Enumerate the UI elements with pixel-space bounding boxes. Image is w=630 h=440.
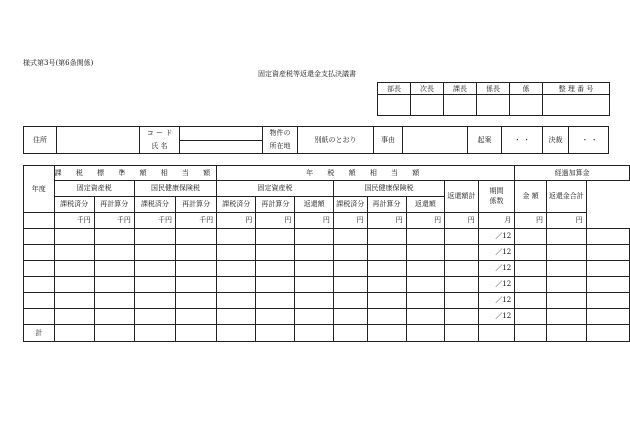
name-label: 氏 名 <box>151 142 168 150</box>
unit-cell: 千円 <box>94 213 134 229</box>
table-cell[interactable] <box>134 261 175 277</box>
reason-field[interactable] <box>402 127 467 153</box>
col-taxed: 課税済分 <box>54 197 94 213</box>
period-fraction-cell[interactable]: ／12 <box>478 309 515 325</box>
unit-cell: 千円 <box>134 213 175 229</box>
refund-total-header: 返還額計 <box>445 181 479 213</box>
table-cell[interactable] <box>406 261 445 277</box>
table-row <box>24 261 630 277</box>
unit-cell: 円 <box>256 213 295 229</box>
table-cell[interactable] <box>445 277 479 293</box>
col-recalc: 再計算分 <box>256 197 295 213</box>
table-cell[interactable] <box>406 309 445 325</box>
property-label-line2: 所在地 <box>269 142 291 150</box>
table-cell[interactable] <box>515 325 547 342</box>
table-cell[interactable] <box>176 293 217 309</box>
table-cell[interactable] <box>24 309 55 325</box>
unit-cell: 円 <box>406 213 445 229</box>
table-cell[interactable] <box>586 277 629 293</box>
table-cell[interactable] <box>295 309 334 325</box>
table-cell[interactable] <box>515 245 547 261</box>
data-rows <box>24 229 630 325</box>
table-cell[interactable] <box>546 309 586 325</box>
table-cell[interactable] <box>176 229 217 245</box>
table-cell[interactable] <box>367 293 406 309</box>
table-cell[interactable] <box>94 261 134 277</box>
table-cell[interactable] <box>217 245 256 261</box>
unit-cell: 円 <box>333 213 367 229</box>
serial-number-box <box>542 82 610 116</box>
table-cell[interactable] <box>515 293 547 309</box>
tax-base-health-header: 国民健康保険税 <box>134 181 216 197</box>
decision-label-cell <box>542 127 568 153</box>
table-cell[interactable] <box>586 325 629 342</box>
table-cell[interactable] <box>54 325 94 342</box>
table-cell[interactable] <box>176 245 217 261</box>
total-label: 計 <box>24 325 55 342</box>
annual-health-header: 国民健康保険税 <box>333 181 444 197</box>
code-name-field[interactable] <box>179 127 262 153</box>
serial-label: 整 理 番 号 <box>543 83 610 95</box>
table-cell[interactable] <box>586 293 629 309</box>
draft-label: 起案 <box>477 135 492 144</box>
col-recalc: 再計算分 <box>176 197 217 213</box>
table-cell[interactable] <box>256 261 295 277</box>
table-cell[interactable] <box>445 309 479 325</box>
table-cell[interactable] <box>367 229 406 245</box>
address-label-cell <box>24 127 56 153</box>
table-cell[interactable] <box>54 229 94 245</box>
unit-cell: 円 <box>367 213 406 229</box>
col-recalc: 再計算分 <box>367 197 406 213</box>
table-cell[interactable] <box>217 309 256 325</box>
table-cell[interactable] <box>546 245 586 261</box>
draft-date: ・ ・ <box>513 135 531 144</box>
refund-table <box>23 165 630 342</box>
table-cell[interactable] <box>546 229 586 245</box>
unit-cell: 円 <box>295 213 334 229</box>
address-row <box>23 126 609 154</box>
code-label: コ ー ド <box>146 129 173 137</box>
period-fraction-cell[interactable]: ／12 <box>478 261 515 277</box>
table-cell[interactable] <box>54 293 94 309</box>
table-cell[interactable] <box>217 293 256 309</box>
table-cell[interactable] <box>586 309 629 325</box>
period-coefficient-header <box>478 181 515 213</box>
code-name-label-cell <box>139 127 179 153</box>
role-kakaricho: 係長 <box>477 83 510 95</box>
table-cell[interactable] <box>406 229 445 245</box>
table-cell[interactable] <box>333 325 367 342</box>
table-cell[interactable] <box>515 309 547 325</box>
table-cell[interactable] <box>333 293 367 309</box>
form-number: 様式第3号(第6条関係) <box>23 59 94 67</box>
table-cell[interactable] <box>367 277 406 293</box>
elapsed-addition-header: 経過加算金 <box>515 166 630 181</box>
role-jicho: 次長 <box>411 83 444 95</box>
table-row <box>24 309 630 325</box>
period-fraction-cell[interactable]: ／12 <box>478 277 515 293</box>
table-cell[interactable] <box>94 293 134 309</box>
col-refund: 返還額 <box>406 197 445 213</box>
stamp-cell-kakaricho[interactable] <box>477 95 510 116</box>
table-cell[interactable] <box>367 245 406 261</box>
table-cell[interactable] <box>445 261 479 277</box>
table-cell[interactable] <box>256 277 295 293</box>
table-cell[interactable] <box>54 245 94 261</box>
col-recalc: 再計算分 <box>94 197 134 213</box>
grand-total-header: 返還金合計 <box>546 181 586 213</box>
stamp-cell-jicho[interactable] <box>411 95 444 116</box>
table-cell[interactable] <box>176 261 217 277</box>
table-cell[interactable] <box>217 325 256 342</box>
table-cell[interactable] <box>546 325 586 342</box>
table-cell[interactable] <box>54 261 94 277</box>
unit-cell: 千円 <box>54 213 94 229</box>
table-cell[interactable] <box>24 293 55 309</box>
stamp-cell-kacho[interactable] <box>444 95 477 116</box>
table-cell[interactable] <box>586 261 629 277</box>
table-cell[interactable] <box>94 309 134 325</box>
table-cell[interactable] <box>367 261 406 277</box>
reason-label-cell <box>373 127 402 153</box>
table-cell[interactable] <box>256 229 295 245</box>
table-cell[interactable] <box>295 245 334 261</box>
table-cell[interactable] <box>24 245 55 261</box>
coefficient-label: 係数 <box>489 197 504 205</box>
period-fraction-cell[interactable]: ／12 <box>478 245 515 261</box>
table-cell[interactable] <box>94 245 134 261</box>
col-taxed: 課税済分 <box>134 197 175 213</box>
table-cell[interactable] <box>256 245 295 261</box>
tax-base-header: 課 税 標 準 額 相 当 額 <box>54 166 217 181</box>
table-cell[interactable] <box>134 277 175 293</box>
property-location-field[interactable] <box>297 127 373 153</box>
table-cell[interactable] <box>295 261 334 277</box>
units-row <box>24 213 630 229</box>
table-cell[interactable] <box>295 277 334 293</box>
table-cell[interactable] <box>445 245 479 261</box>
table-row <box>24 245 630 261</box>
stamp-cell-kakari[interactable] <box>510 95 543 116</box>
table-cell[interactable] <box>406 325 445 342</box>
table-cell[interactable] <box>515 261 547 277</box>
table-cell[interactable] <box>515 277 547 293</box>
col-taxed: 課税済分 <box>217 197 256 213</box>
table-cell[interactable] <box>445 325 479 342</box>
table-cell[interactable] <box>546 277 586 293</box>
table-cell[interactable] <box>94 229 134 245</box>
period-fraction-cell[interactable]: ／12 <box>478 229 515 245</box>
table-cell[interactable] <box>445 229 479 245</box>
table-cell[interactable] <box>445 293 479 309</box>
role-kakari: 係 <box>510 83 543 95</box>
table-cell[interactable] <box>54 277 94 293</box>
table-cell[interactable] <box>586 245 629 261</box>
table-cell[interactable] <box>54 309 94 325</box>
address-field[interactable] <box>56 127 139 153</box>
table-cell[interactable] <box>256 325 295 342</box>
table-cell[interactable] <box>333 277 367 293</box>
col-refund: 返還額 <box>295 197 334 213</box>
table-cell[interactable] <box>367 309 406 325</box>
table-cell[interactable] <box>176 325 217 342</box>
table-cell[interactable] <box>546 293 586 309</box>
property-label-line1: 物件の <box>269 129 291 137</box>
table-cell[interactable] <box>134 245 175 261</box>
table-cell[interactable] <box>134 293 175 309</box>
table-cell[interactable] <box>333 229 367 245</box>
unit-cell: 円 <box>445 213 479 229</box>
table-row <box>24 277 630 293</box>
stamp-cell-bucho[interactable] <box>378 95 411 116</box>
unit-cell: 月 <box>478 213 515 229</box>
table-row <box>24 293 630 309</box>
year-header: 年度 <box>24 166 55 213</box>
table-cell[interactable] <box>333 309 367 325</box>
table-cell[interactable] <box>24 229 55 245</box>
role-bucho: 部長 <box>378 83 411 95</box>
reason-label: 事由 <box>381 135 395 144</box>
serial-number-field[interactable] <box>543 95 610 116</box>
property-label-cell <box>262 127 297 153</box>
annual-tax-header: 年 税 額 相 当 額 <box>217 166 515 181</box>
total-row <box>24 325 630 342</box>
table-cell[interactable] <box>217 229 256 245</box>
table-row <box>24 229 630 245</box>
unit-cell: 円 <box>546 213 586 229</box>
table-cell[interactable] <box>134 325 175 342</box>
table-cell[interactable] <box>367 325 406 342</box>
approval-stamp-box <box>377 82 543 116</box>
amount-header: 金 額 <box>515 181 547 213</box>
table-cell[interactable] <box>295 229 334 245</box>
table-cell[interactable] <box>94 325 134 342</box>
decision-label: 決裁 <box>548 135 563 144</box>
table-cell[interactable] <box>515 229 547 245</box>
page-title: 固定資産税等返還金支払決議書 <box>258 70 356 78</box>
table-cell[interactable] <box>24 261 55 277</box>
table-cell[interactable] <box>134 309 175 325</box>
table-cell[interactable] <box>406 277 445 293</box>
table-cell[interactable] <box>478 325 515 342</box>
unit-cell: 円 <box>217 213 256 229</box>
table-cell[interactable] <box>176 309 217 325</box>
col-taxed: 課税済分 <box>333 197 367 213</box>
table-cell[interactable] <box>134 229 175 245</box>
table-cell[interactable] <box>256 309 295 325</box>
table-cell[interactable] <box>24 213 55 229</box>
table-cell[interactable] <box>406 245 445 261</box>
table-cell[interactable] <box>217 261 256 277</box>
table-cell[interactable] <box>217 277 256 293</box>
decision-date: ・ ・ <box>581 135 598 144</box>
table-cell[interactable] <box>333 261 367 277</box>
table-cell[interactable] <box>333 245 367 261</box>
table-cell[interactable] <box>295 293 334 309</box>
address-label: 住所 <box>33 135 47 144</box>
draft-date-field[interactable] <box>501 127 542 153</box>
period-label: 期間 <box>489 187 504 195</box>
period-fraction-cell[interactable]: ／12 <box>478 293 515 309</box>
table-cell[interactable] <box>406 293 445 309</box>
table-cell[interactable] <box>256 293 295 309</box>
table-cell[interactable] <box>94 277 134 293</box>
unit-cell: 円 <box>515 213 547 229</box>
table-cell[interactable] <box>546 261 586 277</box>
property-value: 別紙のとおり <box>314 135 357 144</box>
annual-fixed-header: 固定資産税 <box>217 181 334 197</box>
table-cell[interactable] <box>24 277 55 293</box>
table-cell[interactable] <box>176 277 217 293</box>
table-cell[interactable] <box>586 229 629 245</box>
code-name-divider <box>180 140 262 141</box>
decision-date-field[interactable] <box>568 127 610 153</box>
draft-label-cell <box>467 127 501 153</box>
tax-base-fixed-header: 固定資産税 <box>54 181 134 197</box>
role-kacho: 課長 <box>444 83 477 95</box>
table-cell[interactable] <box>295 325 334 342</box>
unit-cell: 千円 <box>176 213 217 229</box>
